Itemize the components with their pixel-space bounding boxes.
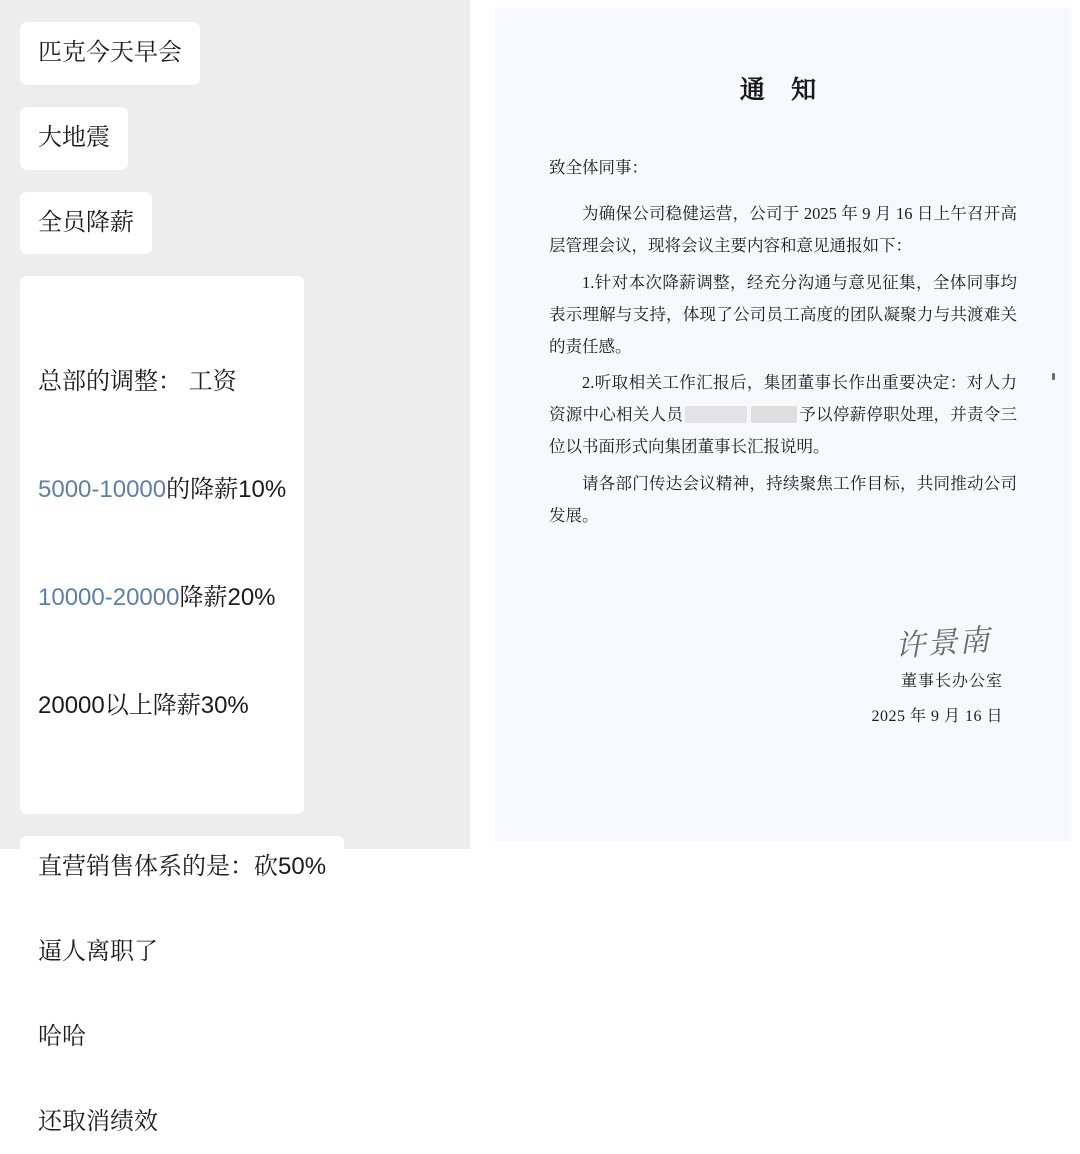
salary-range-1: 5000-10000 [38, 476, 167, 504]
chat-message-list [0, 0, 470, 1154]
chat-bubble-6[interactable]: 逼人离职了 [20, 921, 176, 984]
signature-organization: 董事长办公室 [900, 672, 1003, 690]
chat-bubble-4-salary-adjustment[interactable] [20, 276, 304, 814]
document-body [495, 8, 1071, 726]
chat-message-row [0, 921, 470, 984]
document-sheet [495, 8, 1071, 841]
signature-date: 2025 年 9 月 16 日 [871, 707, 1003, 725]
document-title: 通 知 [739, 77, 827, 104]
document-panel [470, 0, 1080, 849]
paragraph-3-text-before: 2.听取相关工作汇报后，集团董事长作出重要决定：对人力资源中心相关人员 [549, 373, 1017, 425]
chat-bubble-5[interactable]: 直营销售体系的是：砍50% [20, 836, 344, 899]
salary-line-2: 5000-10000的降薪10% [38, 476, 287, 504]
chat-message-row [0, 192, 470, 255]
document-paragraph-1: 为确保公司稳健运营，公司于 2025 年 9 月 16 日上午召开高层管理会议，现将会议主要内容和意见通报如下： [549, 204, 1017, 256]
chat-bubble-7[interactable]: 哈哈 [20, 1006, 104, 1069]
redacted-name-block-2 [751, 406, 797, 423]
page-mark-icon [1052, 373, 1055, 380]
paragraph-3-text-after: 予以停薪停职处理，并责令三位以书面形式向集团董事长汇报说明。 [549, 405, 1018, 457]
signature-block [549, 618, 1017, 726]
chat-message-row [0, 836, 470, 899]
chat-message-row [0, 276, 470, 814]
chat-bubble-3[interactable]: 全员降薪 [20, 192, 152, 255]
chat-message-row [0, 1006, 470, 1069]
salary-line-4: 20000以上降薪30% [38, 692, 249, 720]
chat-bubble-8[interactable]: 还取消绩效 [20, 1091, 176, 1154]
document-paragraph-2: 1.针对本次降薪调整，经充分沟通与意见征集，全体同事均表示理解与支持，体现了公司员工高度的团队凝聚力与共渡难关的责任感。 [549, 272, 1017, 356]
chat-bubble-2[interactable]: 大地震 [20, 107, 128, 170]
salary-range-2: 10000-20000 [38, 584, 180, 612]
chat-panel [0, 0, 470, 1135]
document-paragraph-3 [549, 367, 1017, 464]
chat-bubble-1[interactable]: 匹克今天早会 [20, 22, 200, 85]
redacted-name-block-1 [685, 406, 747, 423]
salary-line-3: 10000-20000降薪20% [38, 584, 276, 612]
document-paragraph-4: 请各部门传达会议精神，持续聚焦工作目标，共同推动公司发展。 [549, 473, 1017, 525]
chat-message-row [0, 22, 470, 85]
salary-line-1: 总部的调整： 工资 [38, 368, 237, 396]
handwritten-signature: 许景南 [894, 623, 993, 664]
chat-message-row [0, 1091, 470, 1154]
document-salutation: 致全体同事： [549, 158, 648, 177]
chat-message-row [0, 107, 470, 170]
